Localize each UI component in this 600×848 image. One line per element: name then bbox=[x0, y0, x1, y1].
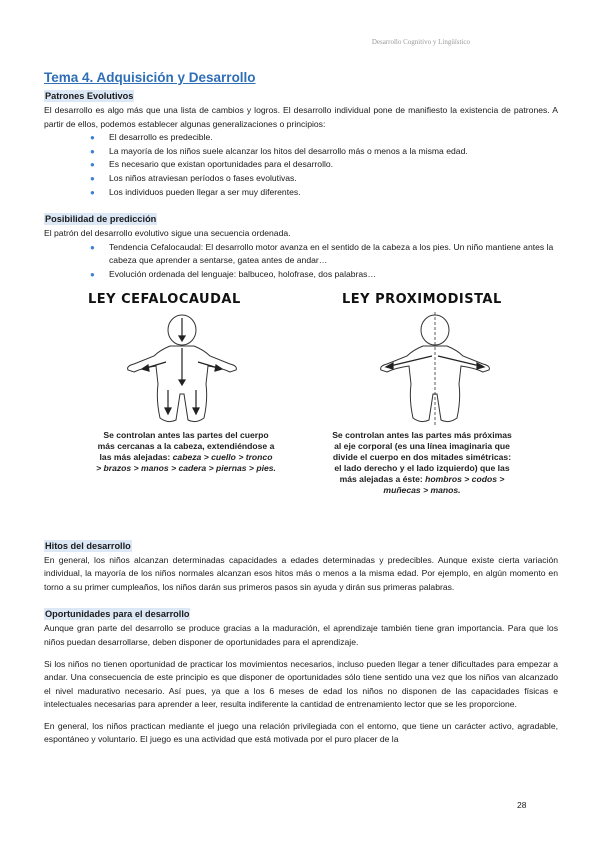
list-item: ● La mayoría de los niños suele alcanzar los hitos del desarrollo más o menos a la misma edad. bbox=[44, 145, 558, 159]
prediccion-intro: El patrón del desarrollo evolutivo sigue una secuencia ordenada. bbox=[44, 228, 291, 239]
heading-prediccion: Posibilidad de predicción bbox=[45, 214, 157, 225]
list-item: ● Los niños atraviesan períodos o fases evolutivas. bbox=[44, 172, 558, 186]
bullet-icon: ● bbox=[90, 146, 95, 156]
oportunidades-p1: Aunque gran parte del desarrollo se produce gracias a la maduración, el aprendizaje también tiene gran importancia. Para que los niños puedan desarrollarse, deben disponer de oportunidades para el aprendizaje. bbox=[44, 623, 558, 647]
hitos-text: En general, los niños alcanzan determinadas capacidades a edades determinadas y predecibles. Aunque existe cierta variación individual, la mayoría de los niños normales alcanzan esos hitos más o menos a la misma edad. Por ejemplo, en algún momento en torno a su primer cumpleaños, los niños darán sus primeros pasos sin ayuda y dirán sus primeras palabras. bbox=[44, 554, 558, 592]
page-content bbox=[44, 70, 558, 747]
development-laws-figure bbox=[44, 288, 558, 528]
child-figure-cefalocaudal-icon bbox=[112, 310, 252, 428]
bullet-icon: ● bbox=[90, 133, 95, 143]
patrones-list bbox=[44, 131, 558, 199]
bullet-icon: ● bbox=[90, 160, 95, 170]
list-item: ● Tendencia Cefalocaudal: El desarrollo motor avanza en el sentido de la cabeza a los pies. Un niño mantiene antes la cabeza que aprender a sentarse, gatea antes de andar… bbox=[90, 241, 554, 266]
list-item: ● Evolución ordenada del lenguaje: balbuceo, holofrase, dos palabras… bbox=[44, 268, 558, 282]
page-number: 28 bbox=[517, 800, 527, 810]
list-item: ● El desarrollo es predecible. bbox=[44, 131, 558, 145]
bullet-icon: ● bbox=[90, 242, 95, 252]
running-header: Desarrollo Cognitivo y Lingüístico bbox=[371, 38, 470, 46]
proximodistal-caption: Se controlan antes las partes más próximas al eje corporal (es una línea imaginaria que divide el cuerpo en dos mitades simétricas: el lado derecho y el lado izquierdo) que las más alejadas a éste: hombros > codos > muñecas > manos. bbox=[332, 429, 512, 495]
prediccion-list bbox=[44, 241, 558, 282]
list-item: ● Es necesario que existan oportunidades para el desarrollo. bbox=[44, 158, 558, 172]
bullet-icon: ● bbox=[90, 187, 95, 197]
oportunidades-p3: En general, los niños practican mediante el juego una relación privilegiada con el entorno, que tiene un carácter activo, agradable, espontáneo y voluntario. El juego es una actividad que está motivada por el puro placer de la bbox=[44, 720, 558, 745]
child-figure-proximodistal-icon bbox=[360, 310, 510, 428]
list-item: ● Los individuos pueden llegar a ser muy diferentes. bbox=[44, 186, 558, 200]
fig-title-proximodistal: LEY PROXIMODISTAL bbox=[342, 291, 502, 307]
heading-patrones: Patrones Evolutivos bbox=[45, 91, 134, 101]
cefalocaudal-caption: Se controlan antes las partes del cuerpo más cercanas a la cabeza, extendiéndose a las más alejadas: cabeza > cuello > tronco > brazos > manos > cadera > piernas > pies. bbox=[96, 429, 276, 473]
page-title: Tema 4. Adquisición y Desarrollo bbox=[44, 70, 256, 85]
heading-hitos: Hitos del desarrollo bbox=[45, 540, 131, 551]
patrones-intro: El desarrollo es algo más que una lista de cambios y logros. El desarrollo individual pone de manifiesto la existencia de patrones. A partir de ellos, podemos establecer algunas generalizaciones o principios: bbox=[44, 105, 558, 129]
fig-title-cefalocaudal: LEY CEFALOCAUDAL bbox=[88, 291, 241, 307]
bullet-icon: ● bbox=[90, 269, 95, 279]
heading-oportunidades: Oportunidades para el desarrollo bbox=[45, 609, 190, 620]
oportunidades-p2: Si los niños no tienen oportunidad de practicar los movimientos necesarios, incluso pueden llegar a tener dificultades para empezar a andar. Una consecuencia de este principio es que disponer de oportunidades sólo tiene sentido una vez que los niños van alcanzado el nivel madurativo necesario. Así pues, ya que a los 6 meses de edad los niños no disponen de las capacidades físicas e intelectuales necesarias para aprender a leer, resulta indiferente la cantidad de entrenamiento lector que se les proporcione. bbox=[44, 658, 558, 710]
bullet-icon: ● bbox=[90, 173, 95, 183]
